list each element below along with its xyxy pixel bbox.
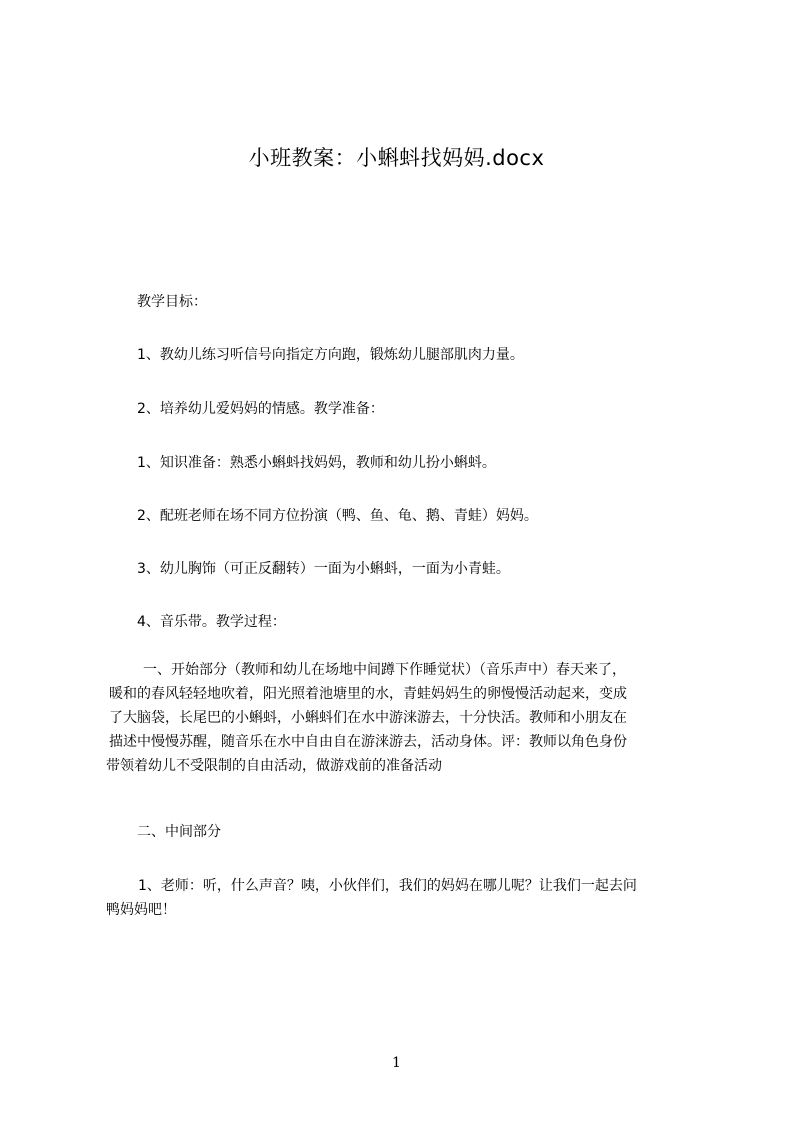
objective-2-and-preparation-heading: 2、培养幼儿爱妈妈的情感。教学准备： bbox=[137, 401, 384, 417]
preparation-2: 2、配班老师在场不同方位扮演（鸭、鱼、龟、鹅、青蛙）妈妈。 bbox=[137, 508, 538, 524]
preparation-4-and-process-heading: 4、音乐带。教学过程： bbox=[137, 614, 286, 630]
document-title: 小班教案：小蝌蚪找妈妈.docx bbox=[248, 146, 545, 170]
paragraph-line: 暖和的春风轻轻地吹着，阳光照着池塘里的水，青蛙妈妈生的卵慢慢活动起来，变成 bbox=[109, 686, 627, 702]
preparation-3: 3、幼儿胸饰（可正反翻转）一面为小蝌蚪，一面为小青蛙。 bbox=[137, 561, 510, 577]
process-paragraph bbox=[106, 658, 708, 778]
paragraph-line: 鸭妈妈吧！ bbox=[106, 902, 176, 918]
paragraph-line: 描述中慢慢苏醒，随音乐在水中自由自在游涞游去，活动身体。评：教师以角色身份 bbox=[109, 734, 627, 750]
paragraph-line: 1、老师：听，什么声音？咦，小伙伴们，我们的妈妈在哪儿呢？让我们一起去问 bbox=[138, 878, 637, 894]
paragraph-line: 带领着幼儿不受限制的自由活动，做游戏前的准备活动 bbox=[106, 758, 442, 774]
teacher-paragraph bbox=[106, 874, 708, 922]
paragraph-line: 一、开始部分（教师和幼儿在场地中间蹲下作睡觉状）（音乐声中）春天来了， bbox=[143, 662, 626, 678]
page-number: 1 bbox=[392, 1055, 401, 1071]
objectives-heading: 教学目标： bbox=[137, 294, 207, 310]
objective-1: 1、教幼儿练习听信号向指定方向跑，锻炼幼儿腿部肌肉力量。 bbox=[137, 347, 524, 363]
preparation-1: 1、知识准备：熟悉小蝌蚪找妈妈，教师和幼儿扮小蝌蚪。 bbox=[137, 455, 496, 471]
paragraph-line: 了大脑袋，长尾巴的小蝌蚪，小蝌蚪们在水中游涞游去，十分快活。教师和小朋友在 bbox=[109, 710, 627, 726]
section-two-heading: 二、中间部分 bbox=[137, 824, 221, 840]
